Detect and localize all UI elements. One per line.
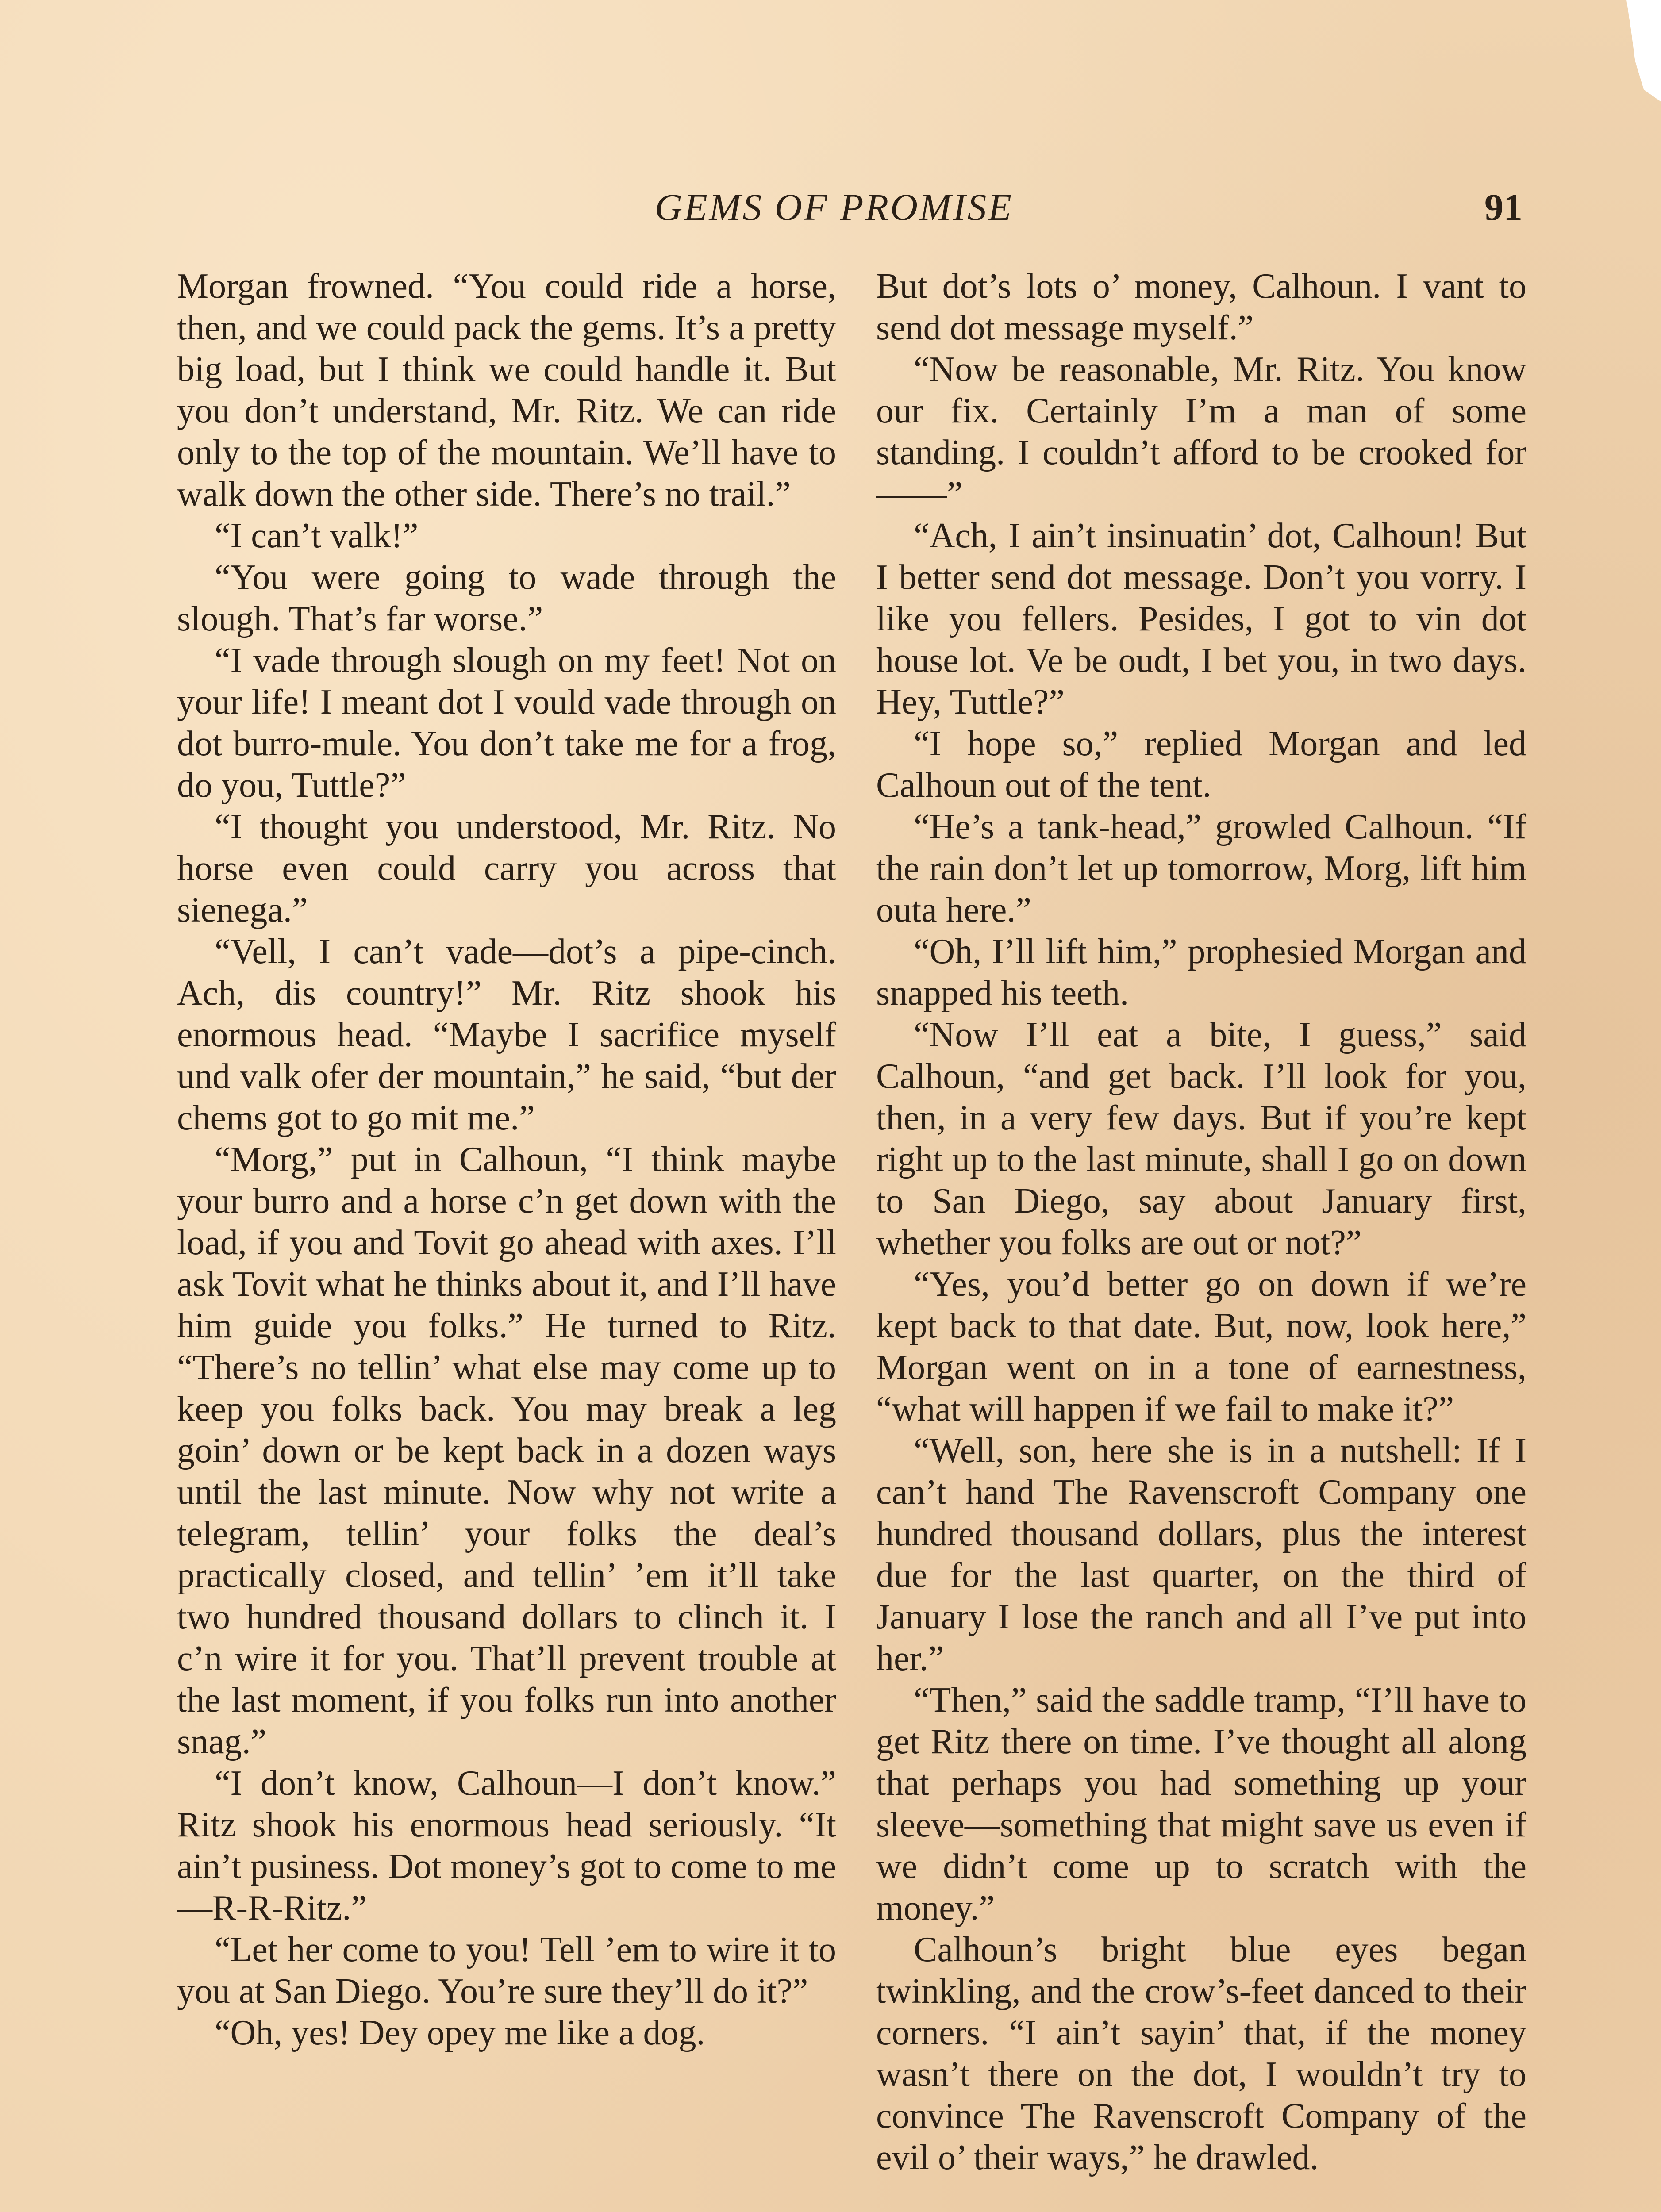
paragraph: “Yes, you’d better go on down if we’re kept back to that date. But, now, look here,” Morgan went on in a tone of earnestness, “what will happen if we fail to make it?” bbox=[876, 1265, 1526, 1429]
paragraph: “I hope so,” replied Morgan and led Calhoun out of the tent. bbox=[876, 724, 1526, 805]
paragraph: “I don’t know, Calhoun—I don’t know.” Ritz shook his enormous head seriously. “It ain’t pusiness. Dot money’s got to come to me—R-R-Ritz.” bbox=[177, 1764, 836, 1928]
right-column bbox=[876, 265, 1526, 2178]
paragraph: “You were going to wade through the slough. That’s far worse.” bbox=[177, 558, 836, 638]
paragraph: “Let her come to you! Tell ’em to wire it to you at San Diego. You’re sure they’ll do it?” bbox=[177, 1930, 836, 2011]
paragraph: “Then,” said the saddle tramp, “I’ll have to get Ritz there on time. I’ve thought all along that perhaps you had something up your sleeve—something that might save us even if we didn’t come up to scratch with the money.” bbox=[876, 1681, 1526, 1928]
paragraph: “I can’t valk!” bbox=[215, 516, 419, 555]
paragraph: “Ach, I ain’t insinuatin’ dot, Calhoun! But I better send dot message. Don’t you vorry. I like you fellers. Pesides, I got to vin dot house lot. Ve be oudt, I bet you, in two days. Hey, Tuttle?” bbox=[876, 516, 1526, 722]
running-title: GEMS OF PROMISE bbox=[655, 186, 1013, 228]
paragraph: “He’s a tank-head,” growled Calhoun. “If the rain don’t let up tomorrow, Morg, lift him outa here.” bbox=[876, 807, 1526, 929]
paragraph: “Morg,” put in Calhoun, “I think maybe your burro and a horse c’n get down with the load, if you and Tovit go ahead with axes. I’ll ask Tovit what he thinks about it, and I’ll have him guide you folks.” He turned to Ritz. “There’s no tellin’ what else may come up to keep you folks back. You may break a leg goin’ down or be kept back in a dozen ways until the last minute. Now why not write a telegram, tellin’ your folks the deal’s practically closed, and tellin’ ’em it’ll take two hundred thousand dollars to clinch it. I c’n wire it for you. That’ll prevent trouble at the last moment, if you folks run into another snag.” bbox=[177, 1140, 836, 1761]
paragraph: Morgan frowned. “You could ride a horse, then, and we could pack the gems. It’s a pretty big load, but I think we could handle it. But you don’t understand, Mr. Ritz. We can ride only to the top of the mountain. We’ll have to walk down the other side. There’s no trail.” bbox=[177, 267, 836, 514]
paragraph: “I thought you understood, Mr. Ritz. No horse even could carry you across that sienega.” bbox=[177, 807, 836, 929]
paragraph: But dot’s lots o’ money, Calhoun. I vant to send dot message myself.” bbox=[876, 267, 1526, 347]
left-column bbox=[177, 265, 836, 2054]
paragraph: “Well, son, here she is in a nutshell: If I can’t hand The Ravenscroft Company one hundred thousand dollars, plus the interest due for the last quarter, on the third of January I lose the ranch and all I’ve put into her.” bbox=[876, 1431, 1526, 1678]
paragraph: “Now I’ll eat a bite, I guess,” said Calhoun, “and get back. I’ll look for you, then, in a very few days. But if you’re kept right up to the last minute, shall I go on down to San Diego, say about January first, whether you folks are out or not?” bbox=[876, 1015, 1526, 1262]
paragraph: “Vell, I can’t vade—dot’s a pipe-cinch. Ach, dis country!” Mr. Ritz shook his enormous head. “Maybe I sacrifice myself und valk ofer der mountain,” he said, “but der chems got to go mit me.” bbox=[177, 932, 836, 1137]
paragraph: “Oh, yes! Dey opey me like a dog. bbox=[215, 2013, 705, 2052]
page-number: 91 bbox=[1484, 186, 1523, 228]
paragraph: “Now be reasonable, Mr. Ritz. You know our fix. Certainly I’m a man of some standing. I couldn’t afford to be crooked for——” bbox=[876, 350, 1526, 514]
torn-page-corner bbox=[1603, 0, 1661, 102]
paragraph: “I vade through slough on my feet! Not on your life! I meant dot I vould vade through on dot burro-mule. You don’t take me for a frog, do you, Tuttle?” bbox=[177, 641, 836, 805]
paragraph: “Oh, I’ll lift him,” prophesied Morgan and snapped his teeth. bbox=[876, 932, 1526, 1013]
paragraph: Calhoun’s bright blue eyes began twinkling, and the crow’s-feet danced to their corners. “I ain’t sayin’ that, if the money wasn’t there on the dot, I wouldn’t try to convince The Ravenscroft Company of the evil o’ their ways,” he drawled. bbox=[876, 1930, 1526, 2177]
page-header bbox=[0, 185, 1661, 238]
